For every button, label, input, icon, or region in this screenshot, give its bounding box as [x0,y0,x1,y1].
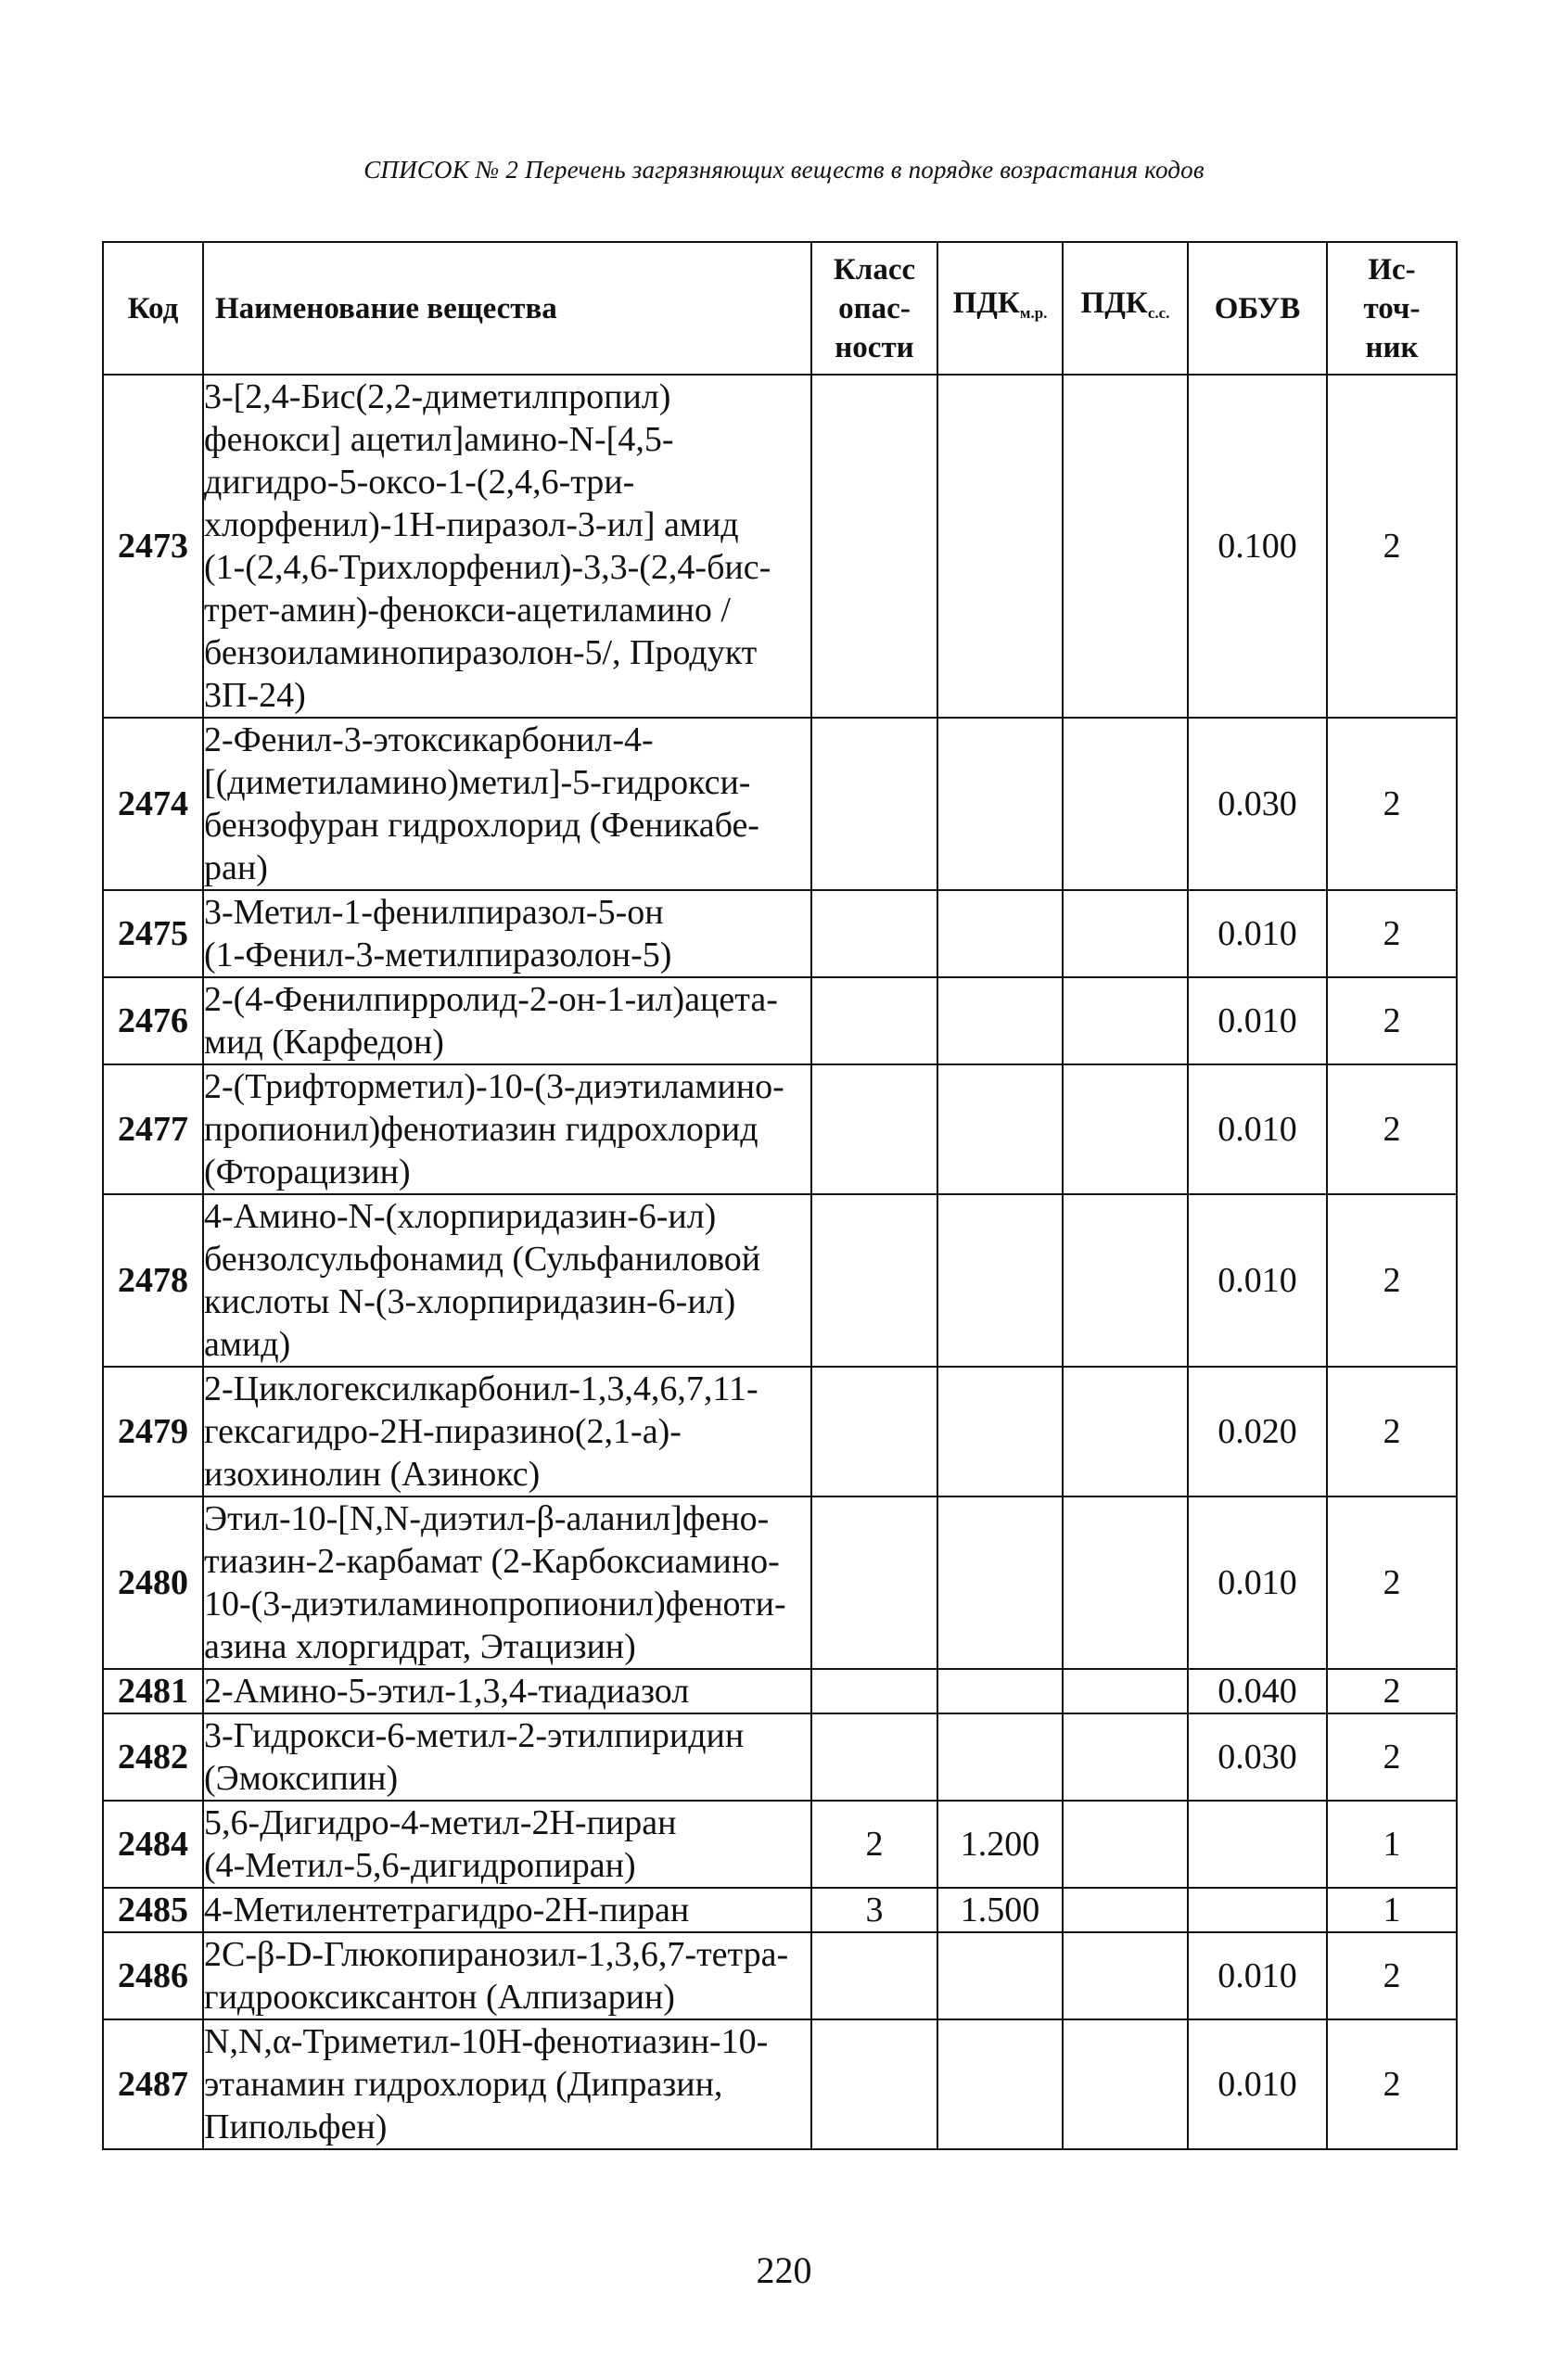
name-line: (1-(2,4,6-Трихлорфенил)-3,3-(2,4-бис- [204,548,771,587]
name-line: пропионил)фенотиазин гидрохлорид [204,1110,759,1149]
name-line: бензоиламинопиразолон-5/, Продукт [204,633,758,672]
name-line: гексагидро-2Н-пиразино(2,1-а)- [204,1412,682,1451]
col-header-code: Код [103,242,203,375]
cell-pdk-ss [1063,718,1188,890]
pdk-label: ПДК [952,287,1020,320]
name-line: 2-Циклогексилкарбонил-1,3,4,6,7,11- [204,1369,759,1408]
cell-pdk-mr [937,718,1063,890]
header-line: Ис- [1368,252,1416,287]
name-line: Пипольфен) [204,2108,388,2146]
cell-source: 2 [1327,890,1457,977]
cell-source: 2 [1327,1064,1457,1194]
pdk-subscript: с.с. [1147,304,1170,322]
cell-source: 2 [1327,977,1457,1064]
cell-source: 2 [1327,1194,1457,1367]
name-line: 3-Гидрокси-6-метил-2-этилпиридин [204,1716,745,1755]
cell-hazard-class [811,890,937,977]
col-header-name: Наименование вещества [203,242,811,375]
cell-pdk-mr [937,977,1063,1064]
cell-pdk-mr [937,1064,1063,1194]
name-line: изохинолин (Азинокс) [204,1455,541,1494]
cell-name [203,1713,811,1801]
name-line: 3-[2,4-Бис(2,2-диметилпропил) [204,377,671,416]
name-line: Этил-10-[N,N-диэтил-β-аланил]фено- [204,1499,770,1538]
cell-code: 2475 [103,890,203,977]
table-row [103,1713,1457,1801]
cell-code: 2480 [103,1496,203,1669]
cell-source: 1 [1327,1801,1457,1888]
cell-pdk-ss [1063,890,1188,977]
name-line: бензофуран гидрохлорид (Феникабе- [204,806,759,845]
name-line: (Эмоксипин) [204,1759,399,1798]
table-body [103,375,1457,2149]
cell-pdk-ss [1063,2019,1188,2149]
cell-obuv: 0.030 [1188,1713,1327,1801]
cell-pdk-mr [937,1713,1063,1801]
cell-source: 2 [1327,2019,1457,2149]
cell-pdk-ss [1063,375,1188,718]
header-line: ник [1365,330,1419,364]
cell-pdk-ss [1063,1064,1188,1194]
cell-code: 2482 [103,1713,203,1801]
name-line: 2-(Трифторметил)-10-(3-диэтиламино- [204,1067,784,1106]
name-line: 2С-β-D-Глюкопиранозил-1,3,6,7-тетра- [204,1935,789,1974]
cell-source: 2 [1327,1496,1457,1669]
name-line: тиазин-2-карбамат (2-Карбоксиамино- [204,1542,780,1581]
table-row [103,1669,1457,1713]
cell-name [203,1194,811,1367]
cell-name [203,2019,811,2149]
cell-name [203,375,811,718]
cell-pdk-mr [937,2019,1063,2149]
name-line: кислоты N-(3-хлорпиридазин-6-ил) [204,1282,736,1321]
header-row [103,242,1457,375]
col-header-pdk-ss [1063,242,1188,375]
cell-code: 2479 [103,1367,203,1496]
cell-obuv: 0.010 [1188,1194,1327,1367]
cell-hazard-class [811,2019,937,2149]
cell-obuv: 0.040 [1188,1669,1327,1713]
table-row [103,1496,1457,1669]
cell-source: 2 [1327,1669,1457,1713]
name-line: [(диметиламино)метил]-5-гидрокси- [204,763,751,802]
cell-pdk-ss [1063,1888,1188,1932]
cell-hazard-class [811,1713,937,1801]
name-line: хлорфенил)-1Н-пиразол-3-ил] амид [204,505,739,544]
cell-name [203,1064,811,1194]
name-line: бензолсульфонамид (Сульфаниловой [204,1240,761,1279]
name-line: 2-Амино-5-этил-1,3,4-тиадиазол [204,1672,690,1711]
cell-code: 2478 [103,1194,203,1367]
table-row [103,1888,1457,1932]
table-row [103,375,1457,718]
name-line: 4-Метилентетрагидро-2Н-пиран [204,1891,690,1929]
name-line: ран) [204,848,268,887]
cell-pdk-ss [1063,1669,1188,1713]
col-header-source [1327,242,1457,375]
table-row [103,1064,1457,1194]
table-row [103,890,1457,977]
cell-obuv: 0.010 [1188,890,1327,977]
col-header-pdk-mr [937,242,1063,375]
cell-obuv: 0.030 [1188,718,1327,890]
cell-name [203,1801,811,1888]
cell-pdk-mr [937,375,1063,718]
cell-hazard-class [811,718,937,890]
name-line: фенокси] ацетил]амино-N-[4,5- [204,420,674,459]
cell-code: 2481 [103,1669,203,1713]
table-row [103,1194,1457,1367]
name-line: 2-Фенил-3-этоксикарбонил-4- [204,720,654,759]
cell-pdk-mr: 1.500 [937,1888,1063,1932]
name-line: 4-Амино-N-(хлорпиридазин-6-ил) [204,1197,717,1236]
cell-hazard-class [811,1064,937,1194]
cell-obuv: 0.010 [1188,1496,1327,1669]
name-line: трет-амин)-фенокси-ацетиламино / [204,591,731,630]
name-line: N,N,α-Триметил-10Н-фенотиазин-10- [204,2022,769,2061]
cell-obuv: 0.010 [1188,1064,1327,1194]
table-row [103,718,1457,890]
cell-obuv: 0.010 [1188,1932,1327,2019]
table-row [103,977,1457,1064]
cell-pdk-mr [937,1367,1063,1496]
cell-pdk-mr [937,1496,1063,1669]
cell-pdk-ss [1063,1367,1188,1496]
cell-name [203,977,811,1064]
name-line: 2-(4-Фенилпирролид-2-он-1-ил)ацета- [204,980,778,1019]
cell-name [203,1367,811,1496]
name-line: (4-Метил-5,6-дигидропиран) [204,1846,636,1885]
cell-code: 2477 [103,1064,203,1194]
cell-code: 2473 [103,375,203,718]
cell-obuv: 0.010 [1188,977,1327,1064]
name-line: мид (Карфедон) [204,1023,444,1062]
cell-hazard-class [811,1496,937,1669]
name-line: гидрооксиксантон (Алпизарин) [204,1978,675,2017]
substances-table [102,241,1458,2150]
cell-hazard-class [811,977,937,1064]
cell-source: 2 [1327,1713,1457,1801]
cell-name [203,718,811,890]
cell-source: 1 [1327,1888,1457,1932]
cell-name [203,1932,811,2019]
col-header-hazard-class [811,242,937,375]
cell-pdk-mr [937,1669,1063,1713]
cell-pdk-mr: 1.200 [937,1801,1063,1888]
cell-pdk-mr [937,1194,1063,1367]
cell-hazard-class [811,375,937,718]
cell-obuv: 0.010 [1188,2019,1327,2149]
header-line: ности [835,330,914,364]
cell-obuv: 0.100 [1188,375,1327,718]
cell-name [203,1669,811,1713]
cell-obuv: 0.020 [1188,1367,1327,1496]
cell-code: 2474 [103,718,203,890]
cell-code: 2485 [103,1888,203,1932]
name-line: 3П-24) [204,676,306,715]
cell-hazard-class [811,1194,937,1367]
cell-hazard-class: 3 [811,1888,937,1932]
table-row [103,1801,1457,1888]
name-line: дигидро-5-оксо-1-(2,4,6-три- [204,463,635,502]
cell-name [203,1496,811,1669]
cell-code: 2486 [103,1932,203,2019]
cell-pdk-ss [1063,1194,1188,1367]
name-line: 5,6-Дигидро-4-метил-2Н-пиран [204,1803,677,1842]
cell-source: 2 [1327,1932,1457,2019]
cell-hazard-class [811,1669,937,1713]
cell-hazard-class [811,1932,937,2019]
name-line: амид) [204,1325,291,1364]
cell-hazard-class: 2 [811,1801,937,1888]
cell-code: 2484 [103,1801,203,1888]
cell-pdk-mr [937,1932,1063,2019]
col-header-obuv: ОБУВ [1188,242,1327,375]
name-line: этанамин гидрохлорид (Дипразин, [204,2065,723,2104]
cell-pdk-mr [937,890,1063,977]
page-number: 220 [756,2249,812,2291]
name-line: азина хлоргидрат, Этацизин) [204,1627,636,1666]
name-line: (Фторацизин) [204,1153,411,1191]
cell-obuv [1188,1801,1327,1888]
name-line: (1-Фенил-3-метилпиразолон-5) [204,936,672,974]
table-row [103,2019,1457,2149]
page-title: СПИСОК № 2 Перечень загрязняющих веществ в порядке возрастания кодов [363,156,1205,184]
pdk-label: ПДК [1080,287,1148,320]
header-line: точ- [1363,291,1421,325]
cell-name [203,890,811,977]
cell-pdk-ss [1063,1932,1188,2019]
cell-name [203,1888,811,1932]
pdk-subscript: м.р. [1019,304,1048,322]
cell-source: 2 [1327,375,1457,718]
name-line: 10-(3-диэтиламинопропионил)феноти- [204,1585,786,1624]
header-line: Класс [833,252,916,287]
cell-pdk-ss [1063,1496,1188,1669]
cell-source: 2 [1327,718,1457,890]
cell-code: 2487 [103,2019,203,2149]
cell-source: 2 [1327,1367,1457,1496]
cell-code: 2476 [103,977,203,1064]
table-row [103,1367,1457,1496]
cell-pdk-ss [1063,1801,1188,1888]
cell-hazard-class [811,1367,937,1496]
cell-pdk-ss [1063,1713,1188,1801]
name-line: 3-Метил-1-фенилпиразол-5-он [204,893,664,932]
cell-pdk-ss [1063,977,1188,1064]
header-line: опас- [838,291,911,325]
cell-obuv [1188,1888,1327,1932]
table-row [103,1932,1457,2019]
